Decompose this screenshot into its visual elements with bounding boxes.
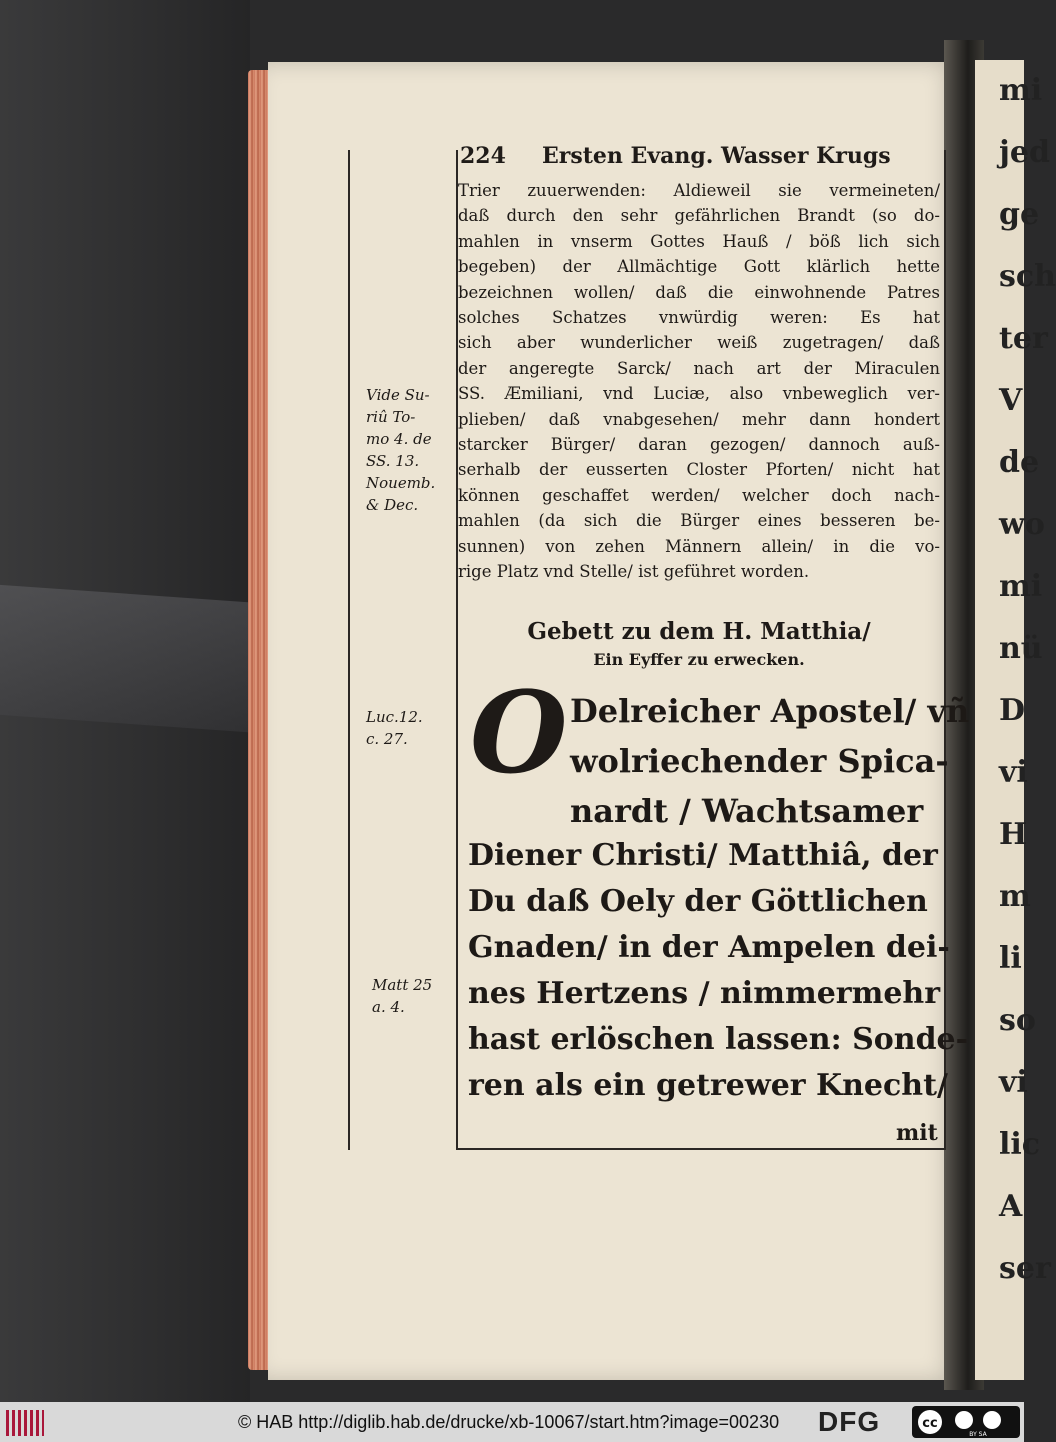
body-line: bezeichnen wollen/ daß die einwohnende Patres <box>458 282 940 302</box>
viewer-footer <box>0 1402 1024 1442</box>
license-label: BY SA <box>969 1431 987 1438</box>
body-line: serhalb der eusserten Closter Pforten/ nicht hat <box>458 460 940 480</box>
body-line: können geschaffet werden/ welcher doch nach- <box>458 485 940 505</box>
prayer-title: Gebett zu dem H. Matthia/ <box>527 618 871 645</box>
facing-page-fragment: ser <box>999 1251 1051 1286</box>
prayer-line: Diener Christi/ Matthiâ, der <box>468 838 938 873</box>
margin-note-luke <box>366 706 423 750</box>
page-number: 224 <box>460 143 506 169</box>
body-line: daß durch den sehr gefährlichen Brandt (so do- <box>458 206 940 226</box>
dfg-logo: DFG <box>818 1406 881 1437</box>
facing-page-fragment: de <box>999 445 1040 480</box>
body-line: mahlen in vnserm Gottes Hauß / böß lich sich <box>458 231 940 251</box>
decorated-initial: O <box>470 668 568 799</box>
hab-logo-icon <box>6 1410 44 1436</box>
frame-rule-bottom <box>456 1148 946 1150</box>
catchword: mit <box>896 1120 938 1146</box>
body-line: plieben/ daß vnabgesehen/ mehr dann hondert <box>458 409 940 429</box>
body-line: der angeregte Sarck/ nach art der Miraculen <box>458 358 940 378</box>
frame-rule-right <box>944 150 946 1150</box>
facing-page-fragment: li <box>999 941 1022 976</box>
margin-note-line: SS. 13. <box>366 452 420 470</box>
facing-page-fragment: lic <box>999 1127 1041 1162</box>
body-line: sunnen) von zehen Männern allein/ in die vo- <box>458 536 940 556</box>
facing-page-fragment: H <box>999 817 1028 852</box>
facing-page-fragment: nü <box>999 631 1043 666</box>
cc-license-icon[interactable] <box>912 1406 1020 1438</box>
margin-note-line: Nouemb. <box>366 474 436 492</box>
margin-note-line: Matt 25 <box>372 976 433 994</box>
prayer-line: hast erlöschen lassen: Sonde- <box>468 1022 969 1057</box>
facing-page-fragment: so <box>999 1003 1036 1038</box>
facing-page-fragment: V <box>999 383 1023 418</box>
prayer-line: ren als ein getrewer Knecht/ <box>468 1068 948 1103</box>
facing-page-fragment: mi <box>999 569 1043 604</box>
facing-page-fragment: sch <box>999 259 1056 294</box>
frame-rule-left <box>348 150 350 1150</box>
margin-note-line: mo 4. de <box>366 430 432 448</box>
prayer-line: Gnaden/ in der Ampelen dei- <box>468 930 950 965</box>
facing-page-fragment: ter <box>999 321 1048 356</box>
margin-note-line: & Dec. <box>366 496 419 514</box>
body-line: solches Schatzes vnwürdig weren: Es hat <box>458 308 940 328</box>
running-header <box>458 137 938 177</box>
facing-page-fragment: m <box>999 879 1031 914</box>
running-title: Ersten Evang. Wasser Krugs <box>542 143 891 169</box>
facing-page-fragment: vi <box>999 1065 1028 1100</box>
prayer-line: nardt / Wachtsamer <box>570 792 924 830</box>
body-line: begeben) der Allmächtige Gott klärlich hette <box>458 257 940 277</box>
margin-note-surius <box>366 384 435 516</box>
copyright-link[interactable]: © HAB http://diglib.hab.de/drucke/xb-10067/start.htm?image=00230 <box>238 1412 780 1432</box>
facing-page-fragment: ge <box>999 197 1040 232</box>
facing-page-fragment: D <box>999 693 1026 728</box>
prayer-line: Du daß Oely der Göttlichen <box>468 884 928 919</box>
facing-page-fragment: jed <box>999 135 1050 170</box>
facing-page <box>975 60 1056 1380</box>
body-line: mahlen (da sich die Bürger eines besseren be- <box>458 511 940 531</box>
facing-page-fragment: vi <box>999 755 1028 790</box>
margin-note-line: Vide Su- <box>366 386 430 404</box>
body-line: Trier zuuerwenden: Aldieweil sie vermeineten/ <box>458 181 940 200</box>
prayer-subtitle: Ein Eyffer zu erwecken. <box>593 650 805 669</box>
body-line: SS. Æmiliani, vnd Luciæ, also vnbeweglich ver- <box>458 384 940 404</box>
margin-note-line: riû To- <box>366 408 416 426</box>
facing-page-fragment: wo <box>999 507 1045 542</box>
facing-page-fragment: mi <box>999 73 1043 108</box>
prayer-line: wolriechender Spica- <box>570 742 949 780</box>
light-strip <box>0 585 290 735</box>
body-line: starcker Bürger/ daran gezogen/ dannoch auß- <box>458 435 940 455</box>
margin-note-matthew <box>372 974 432 1018</box>
body-paragraph <box>458 178 940 585</box>
prayer-line: Delreicher Apostel/ vñ <box>570 692 970 730</box>
facing-page-fragment: A <box>999 1189 1023 1224</box>
margin-note-line: Luc.12. <box>366 708 423 726</box>
margin-note-line: a. 4. <box>372 998 405 1016</box>
svg-text:cc: cc <box>922 1416 938 1431</box>
body-line: rige Platz vnd Stelle/ ist geführet worden. <box>458 562 810 582</box>
page-edge-red <box>248 70 270 1370</box>
margin-note-line: c. 27. <box>366 730 408 748</box>
body-line: sich aber wunderlicher weiß zugetragen/ daß <box>458 333 940 353</box>
prayer-line: nes Hertzens / nimmermehr <box>468 976 941 1011</box>
